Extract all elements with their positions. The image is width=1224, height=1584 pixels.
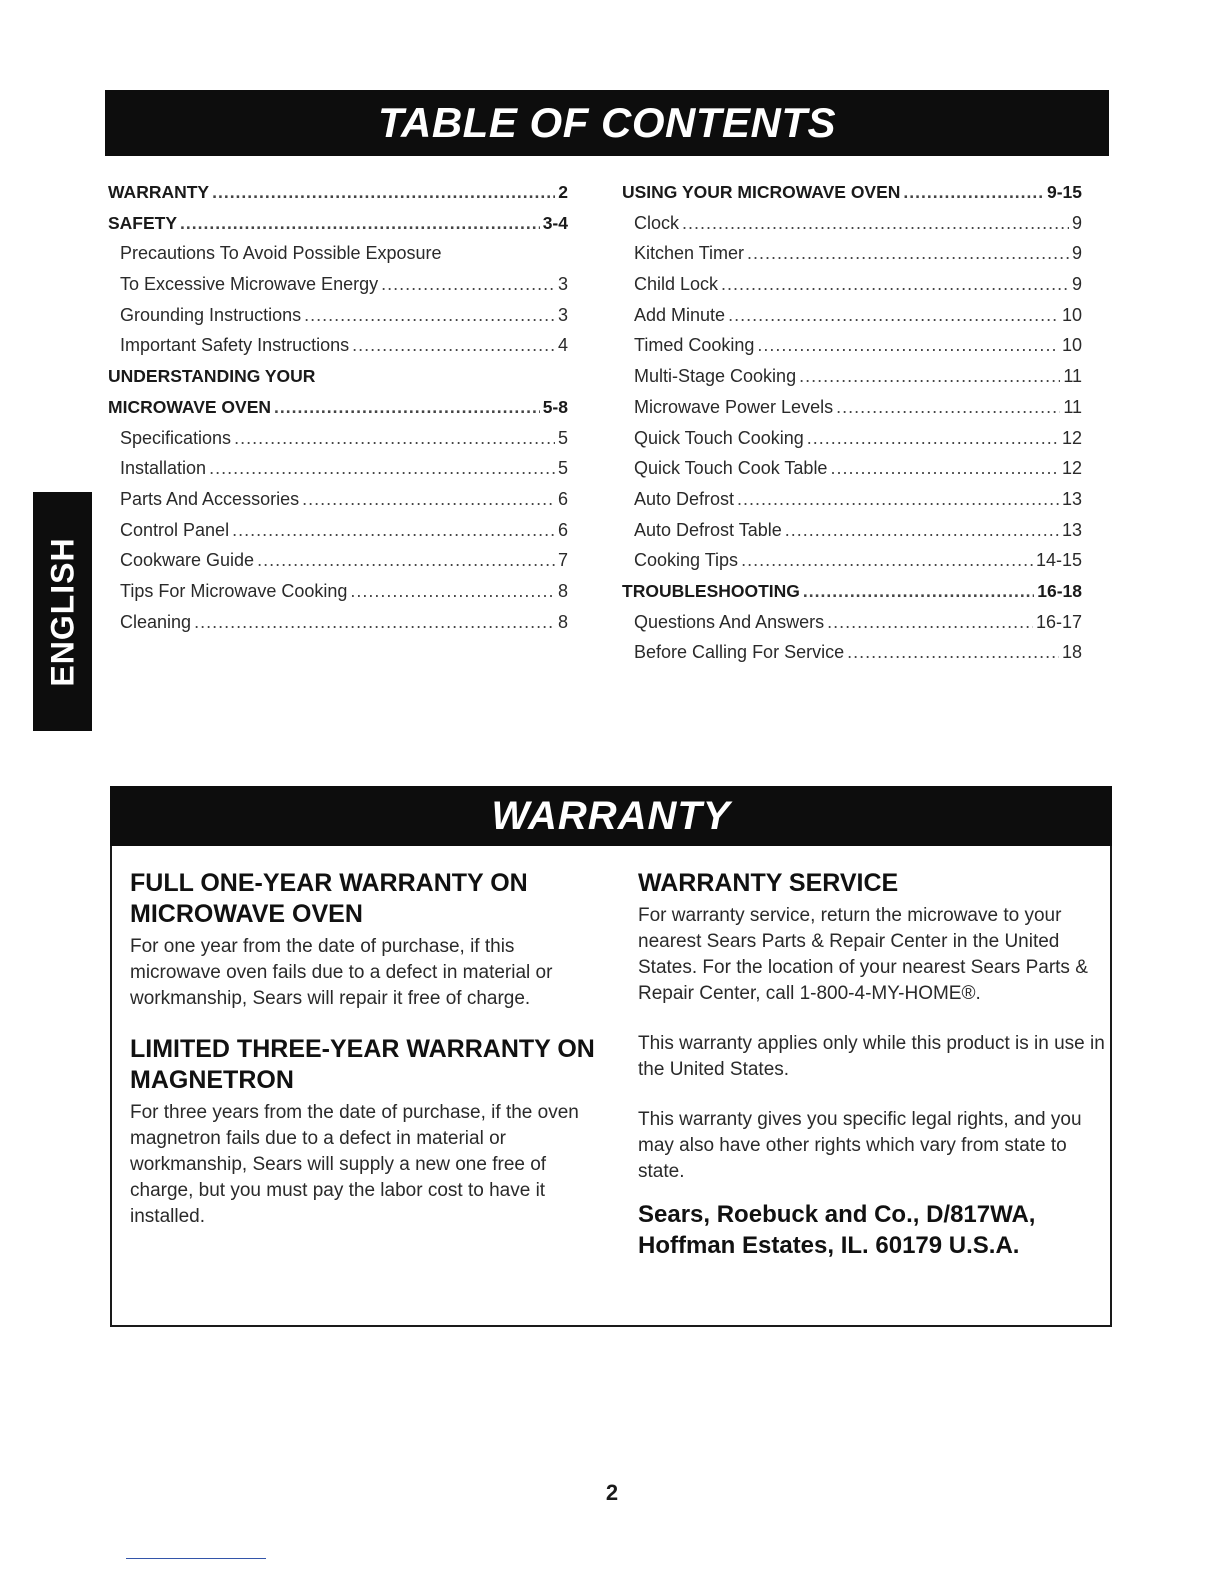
toc-title: TABLE OF CONTENTS [105,90,1109,156]
toc-entry [108,238,568,269]
toc-entry-title: Child Lock [634,274,719,295]
address-line-2: Hoffman Estates, IL. 60179 U.S.A. [638,1232,1020,1259]
toc-entry-page: 3 [557,274,568,295]
toc-entry-title: Auto Defrost Table [634,519,782,540]
toc-entry [108,300,568,331]
toc-entry-title: Control Panel [120,519,230,540]
toc-entry [108,515,568,546]
toc-entry-title: UNDERSTANDING YOUR [108,366,316,387]
toc-entry [108,423,568,454]
toc-right-column [622,177,1082,668]
warranty-service-heading: WARRANTY SERVICE [638,869,899,897]
language-label: ENGLISH [44,536,80,687]
toc-entry-page: 9 [1071,212,1082,233]
warranty-applies-text: This warranty applies only while this product is in use in the United States. [638,1033,1105,1080]
toc-entry-title: Before Calling For Service [634,642,845,663]
toc-entry-title: Tips For Microwave Cooking [120,580,348,601]
toc-dot-leader [381,269,555,300]
toc-dot-leader [350,576,555,607]
toc-entry-page: 11 [1063,366,1082,387]
toc-dot-leader [747,238,1069,269]
toc-entry-title: Important Safety Instructions [120,335,350,356]
toc-dot-leader [807,423,1059,454]
toc-dot-leader [836,392,1060,423]
toc-entry-page: 10 [1061,335,1082,356]
limited-warranty-text: For three years from the date of purchase, if the oven magnetron fails due to a defect in material or workmanship, Sears will supply a new one free of charge, but you must pay the labor cost to have it installed. [130,1102,579,1227]
toc-entry-page: 4 [557,335,568,356]
toc-entry [108,177,568,208]
warranty-service-text: For warranty service, return the microwave to your nearest Sears Parts & Repair Center in the United States. For the location of your nearest Sears Parts & Repair Center, call 1-800-4-MY-HOME®. [638,905,1088,1004]
toc-entry [622,545,1082,576]
toc-entry-page: 12 [1061,427,1082,448]
toc-entry-page: 6 [557,519,568,540]
toc-entry-title: Multi-Stage Cooking [634,366,797,387]
footer-rule [126,1558,266,1559]
toc-entry [108,453,568,484]
toc-entry [622,453,1082,484]
limited-warranty-heading: LIMITED THREE-YEAR WARRANTY ON MAGNETRON [130,1035,595,1094]
toc-entry-page: 9 [1071,243,1082,264]
toc-entry-title: WARRANTY [108,182,210,202]
toc-entry-title: Cookware Guide [120,550,255,571]
toc-entry [622,392,1082,423]
toc-entry-page: 13 [1061,519,1082,540]
toc-dot-leader [352,330,555,361]
toc-entry-page: 16-18 [1037,580,1082,601]
language-side-tab [33,492,92,731]
full-warranty-heading: FULL ONE-YEAR WARRANTY ON MICROWAVE OVEN [130,869,528,928]
toc-dot-leader [682,208,1069,239]
toc-dot-leader [721,269,1069,300]
toc-entry [108,330,568,361]
toc-entry-title: TROUBLESHOOTING [622,580,800,601]
toc-entry [622,423,1082,454]
toc-entry-page: 2 [558,182,568,202]
toc-entry [622,515,1082,546]
toc-entry-title: Cooking Tips [634,550,739,571]
toc-entry-page: 7 [557,550,568,571]
toc-entry-title: Grounding Instructions [120,304,302,325]
toc-entry-page: 18 [1061,642,1082,663]
toc-entry [622,637,1082,668]
toc-dot-leader [757,330,1059,361]
toc-entry [108,269,568,300]
toc-dot-leader [232,515,555,546]
toc-entry-title: Kitchen Timer [634,243,745,264]
toc-entry-title: Auto Defrost [634,488,735,509]
toc-entry [108,208,568,239]
toc-dot-leader [847,637,1059,668]
address-line-1: Sears, Roebuck and Co., D/817WA, [638,1201,1036,1228]
toc-entry-title: To Excessive Microwave Energy [120,274,379,295]
toc-entry [622,484,1082,515]
toc-dot-leader [209,453,555,484]
toc-entry-title: Specifications [120,427,232,448]
toc-entry-title: Installation [120,458,207,479]
toc-entry [108,361,568,392]
toc-entry-title: Cleaning [120,611,192,632]
toc-entry-page: 16-17 [1035,611,1082,632]
toc-entry [622,361,1082,392]
toc-entry-page: 11 [1063,396,1082,417]
toc-entry [622,576,1082,607]
toc-dot-leader [274,392,540,423]
toc-entry [622,607,1082,638]
toc-entry-title: USING YOUR MICROWAVE OVEN [622,182,901,202]
toc-dot-leader [212,177,555,208]
toc-entry-page: 3-4 [542,212,568,233]
toc-entry [108,484,568,515]
toc-dot-leader [803,576,1034,607]
toc-dot-leader [741,545,1033,576]
toc-entry [622,269,1082,300]
toc-dot-leader [302,484,555,515]
toc-entry-page: 13 [1061,488,1082,509]
toc-entry-page: 9-15 [1046,182,1082,202]
toc-dot-leader [304,300,555,331]
toc-entry-title: Precautions To Avoid Possible Exposure [120,243,442,264]
toc-entry-page: 9 [1071,274,1082,295]
toc-entry [622,208,1082,239]
toc-entry-page: 10 [1061,304,1082,325]
toc-dot-leader [257,545,555,576]
toc-entry-page: 3 [557,304,568,325]
toc-entry-title: Clock [634,212,680,233]
toc-entry-title: MICROWAVE OVEN [108,396,272,417]
toc-dot-leader [728,300,1059,331]
warranty-rights-text: This warranty gives you specific legal rights, and you may also have other rights which vary from state to state. [638,1109,1082,1182]
toc-dot-leader [194,607,555,638]
toc-entry [108,576,568,607]
toc-entry-title: Microwave Power Levels [634,396,834,417]
toc-entry-title: SAFETY [108,212,178,233]
warranty-box [110,846,1112,1327]
toc-dot-leader [737,484,1059,515]
toc-entry-page: 5 [557,458,568,479]
toc-left-column [108,177,568,637]
toc-entry-page: 8 [557,611,568,632]
toc-entry-title: Add Minute [634,304,726,325]
warranty-title: WARRANTY [110,786,1112,846]
toc-entry [622,330,1082,361]
toc-entry-page: 5 [557,427,568,448]
toc-dot-leader [830,453,1059,484]
warranty-left-column [130,868,600,1230]
page-number: 2 [605,1480,619,1505]
toc-entry [622,300,1082,331]
sears-address [638,1199,1108,1261]
toc-entry-title: Parts And Accessories [120,488,300,509]
toc-dot-leader [234,423,555,454]
toc-dot-leader [785,515,1059,546]
toc-entry-title: Questions And Answers [634,611,825,632]
toc-entry-title: Quick Touch Cooking [634,427,804,448]
toc-entry [108,545,568,576]
toc-entry-title: Timed Cooking [634,335,755,356]
toc-entry [622,238,1082,269]
toc-entry [108,392,568,423]
toc-entry [108,607,568,638]
toc-entry-title: Quick Touch Cook Table [634,458,828,479]
full-warranty-text: For one year from the date of purchase, if this microwave oven fails due to a defect in material or workmanship, Sears will repair it free of charge. [130,936,553,1009]
toc-entry-page: 12 [1061,458,1082,479]
toc-dot-leader [799,361,1060,392]
toc-entry-page: 14-15 [1035,550,1082,571]
toc-entry [622,177,1082,208]
toc-entry-page: 5-8 [542,396,568,417]
toc-entry-page: 8 [557,580,568,601]
toc-dot-leader [827,607,1033,638]
toc-entry-page: 6 [557,488,568,509]
toc-dot-leader [180,208,540,239]
toc-dot-leader [903,177,1044,208]
warranty-right-column [638,868,1108,1261]
